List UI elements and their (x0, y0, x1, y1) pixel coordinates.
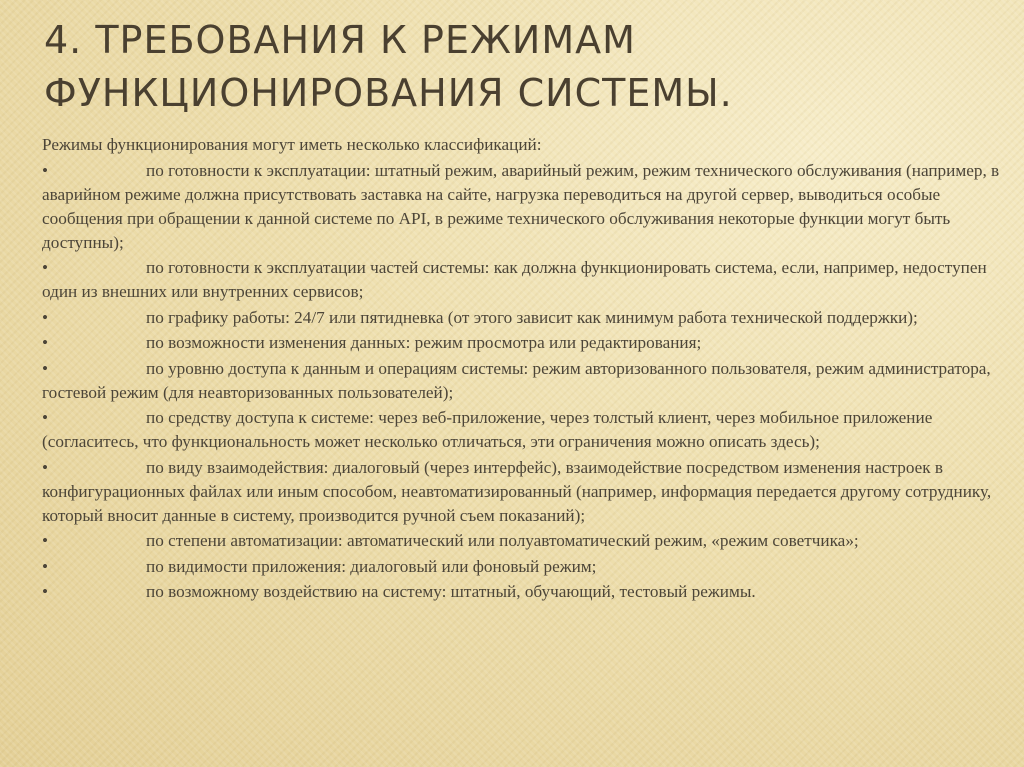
slide-title (44, 14, 984, 120)
bullet-marker: • (42, 358, 49, 378)
list-item-lead: по степени автоматизации: автоматический или полуавтоматический режим, «режим (146, 531, 769, 550)
intro-text: Режимы функционирования могут иметь несколько классификаций: (42, 135, 542, 154)
list-item (42, 456, 1002, 528)
slide-body (42, 133, 1002, 606)
bullet-marker: • (42, 582, 49, 601)
bullet-marker: • (42, 556, 49, 576)
list-item (42, 580, 1002, 604)
list-item (42, 159, 1002, 255)
list-item (42, 331, 1002, 355)
list-item-lead: по уровню доступа к данным и операциям системы: режим авторизованного пользователя, (146, 358, 812, 378)
list-item-rest: советчика»; (772, 531, 859, 550)
bullet-marker: • (42, 307, 49, 327)
list-item-lead: по готовности к эксплуатации: штатный режим, аварийный режим, режим технического (146, 160, 793, 180)
list-item-lead: по возможному воздействию на систему: штатный, обучающий, тестовый режимы. (146, 582, 756, 601)
list-item-rest: мобильное приложение (согласитесь, что функциональность может несколько отличаться, эти ограничения можно описать здесь); (42, 408, 933, 451)
bullet-marker: • (42, 333, 49, 352)
list-item (42, 529, 1002, 553)
list-item-lead: по графику работы: 24/7 или пятидневка (от этого зависит как минимум работа технической (146, 307, 823, 327)
list-item (42, 256, 1002, 304)
list-item-rest: изменения настроек в конфигурационных файлах или иным способом, неавтоматизированный (например, информация передается другому сотруднику, который вносит данные в систему, производится ручной съем показаний); (42, 457, 992, 525)
list-item-rest: режим администратора, гостевой режим (для неавторизованных пользователей); (42, 358, 991, 402)
list-item (42, 357, 1002, 405)
list-item-lead: по средству доступа к системе: через веб-приложение, через толстый клиент, через (146, 408, 756, 427)
list-item-lead: по видимости приложения: диалоговый или фоновый режим; (146, 556, 597, 576)
bullet-marker: • (42, 457, 49, 477)
bullet-marker: • (42, 160, 49, 180)
list-item (42, 406, 1002, 454)
slide-title-line-2: ФУНКЦИОНИРОВАНИЯ СИСТЕМЫ. (44, 71, 733, 115)
list-item-rest: поддержки); (826, 307, 918, 327)
slide-title-line-1: 4. ТРЕБОВАНИЯ К РЕЖИМАМ (44, 18, 636, 62)
bullet-marker: • (42, 258, 49, 277)
list-item (42, 306, 1002, 330)
list-item (42, 555, 1002, 579)
list-item-rest: обслуживания (например, в аварийном режиме должна присутствовать заставка на сайте, нагрузка переводиться на другой сервер, выводиться особые сообщения при обращении к данной системе по API, в режиме технического обслуживания некоторые функции могут быть доступны); (42, 160, 1000, 252)
list-item-lead: по возможности изменения данных: режим просмотра или редактирования; (146, 333, 702, 352)
list-item-lead: по готовности к эксплуатации частей системы: как должна функционировать система, если, (146, 258, 820, 277)
bullet-marker: • (42, 531, 49, 550)
bullet-marker: • (42, 408, 49, 427)
list-item-rest: например, недоступен один из внешних или внутренних сервисов; (42, 258, 987, 301)
list-item-lead: по виду взаимодействия: диалоговый (через интерфейс), взаимодействие посредством (146, 457, 780, 477)
